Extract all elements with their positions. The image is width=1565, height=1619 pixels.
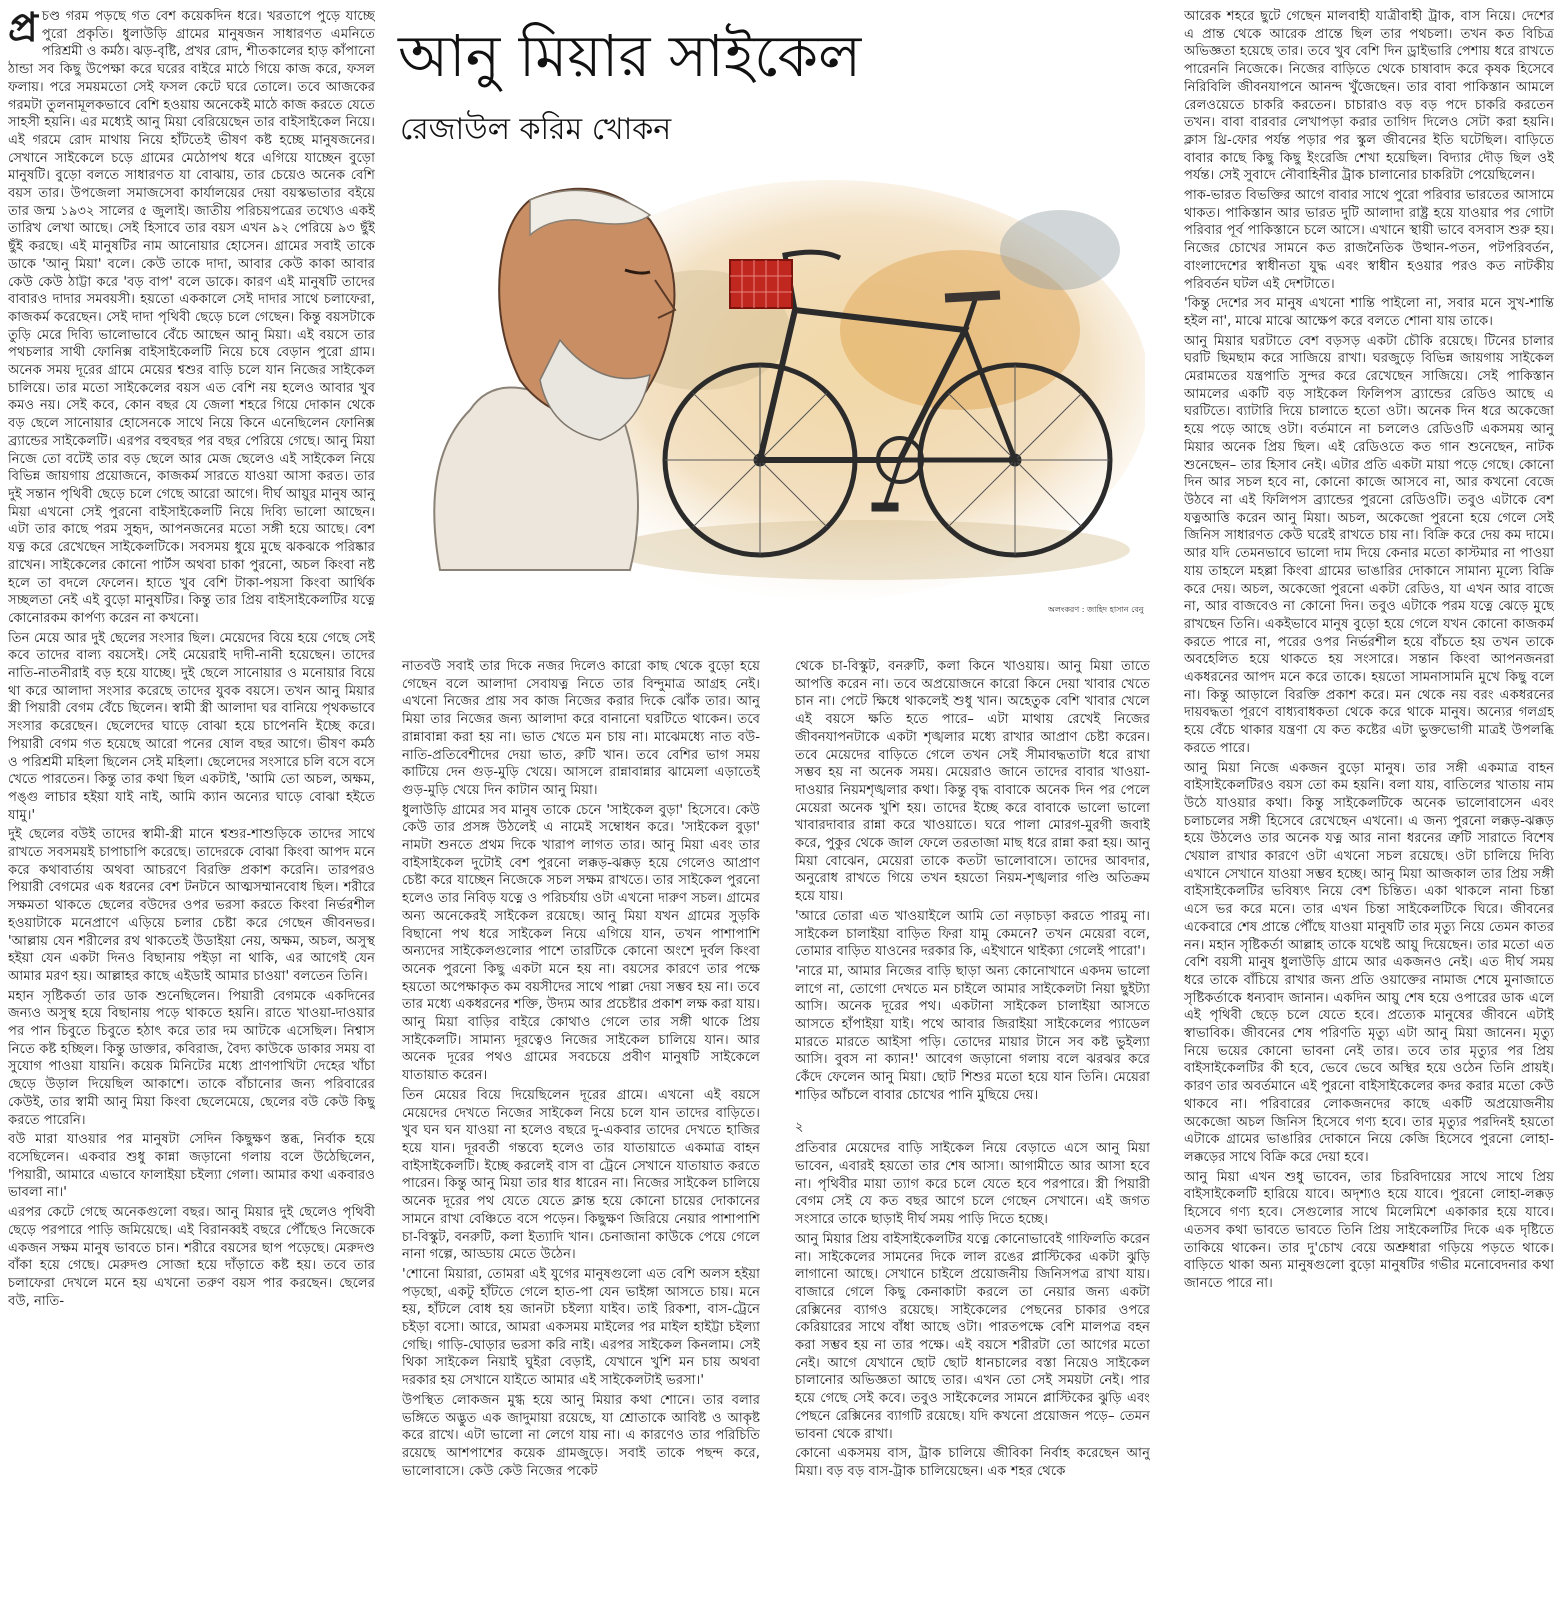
paragraph: নাতবউ সবাই তার দিকে নজর দিলেও কারো কাছ থেকে বুড়ো হয়ে গেছেন বলে আলাদা সেবাযত্ন নিতে তার বিন্দুমাত্র আগ্রহ নেই। এখনো নিজের প্রায় সব কাজ নিজের করার দিকে ঝোঁক তার। আনু মিয়া তার নিজের জন্য আলাদা করে বানানো ঘরটিতে থাকেন। তবে রান্নাবান্না করা হয় না। ভাত খেতে মন চায় না। মাঝেমধ্যে নাত বউ-নাতি-প্রতিবেশীদের দেয়া ভাত, রুটি খান। তবে বেশির ভাগ সময় কাটিয়ে দেন গুড়-মুড়ি খেয়ে। আসলে রান্নাবান্নার ঝামেলা এড়াতেই গুড়-মুড়ি খেয়ে দিন কাটান আনু মিয়া। bbox=[402, 659, 760, 798]
article-author: রেজাউল করিম খোকন bbox=[400, 112, 672, 147]
article-column-1 bbox=[8, 8, 375, 1614]
paragraph: 'শোনো মিয়ারা, তোমরা এই যুগের মানুষগুলো এত বেশি অলস হইয়া পড়ছো, একটু হাঁটতে গেলে হাত-পা যেন ভাইঙ্গা আসতে চায়। মনে হয়, হাঁটলে বোধ হয় জানটা চইল্যা যাইব। তাই রিকশা, বাস-ট্রেনে চইড়া বসো। আরে, আমরা একসময় মাইলের পর মাইল হাইট্টা চইল্যা গেছি। গাড়ি-ঘোড়ার ভরসা করি নাই। এরপর সাইকেল কিনলাম। সেই থিকা সাইকেল নিয়াই ঘুইরা বেড়াই, যেখানে খুশি মন চায় অথবা দরকার হয় সেখানে যাইতে আমার এই সাইকেলটাই ভরসা।' bbox=[402, 1266, 760, 1389]
drop-cap: প্র bbox=[8, 8, 38, 51]
section-number: ২ bbox=[795, 1119, 804, 1135]
paragraph: বউ মারা যাওয়ার পর মানুষটা সেদিন কিছুক্ষণ স্তব্ধ, নির্বাক হয়ে বসেছিলেন। একবার শুধু কান্না জড়ানো গলায় বলে উঠেছিলেন, 'পিয়ারী, আমারে এভাবে ফালাইয়া চইল্যা গেলা। আমার কথা একবারও ভাবলা না।' bbox=[8, 1132, 375, 1201]
paragraph: থেকে চা-বিস্কুট, বনরুটি, কলা কিনে খাওয়ায়। আনু মিয়া তাতে আপত্তি করেন না। তবে অপ্রয়োজনে কারো কিনে দেয়া খাবার খেতে চান না। পেটে ক্ষিধে থাকলেই শুধু খান। অহেতুক বেশি খাবার খেলে এই বয়সে ক্ষতি হতে পারে– এটা মাথায় রেখেই নিজের জীবনযাপনটাকে একটা শৃঙ্খলার মধ্যে রাখার আপ্রাণ চেষ্টা করেন। তবে মেয়েদের বাড়িতে গেলে তখন সেই সীমাবদ্ধতাটা ধরে রাখা সম্ভব হয় না অনেক সময়। মেয়েরাও জানে তাদের বাবার খাওয়া-দাওয়ার নিয়মশৃঙ্খলার কথা। কিন্তু বৃদ্ধ বাবাকে অনেক দিন পর পেলে মেয়েরা অনেক খুশি হয়। তাদের ইচ্ছে করে বাবাকে ভালো ভালো খাবারদাবার রান্না করে খাওয়াতে। ঘরে পালা মোরগ-মুরগী জবাই করে, পুকুর থেকে জাল ফেলে তরতাজা মাছ ধরে রান্না করা হয়। আনু মিয়া বোঝেন, মেয়েরা তাকে কতটা ভালোবাসে। তাদের আবদার, অনুরোধ রাখতে গিয়ে তখন হয়তো নিয়ম-শৃঙ্খলার গণ্ডি অতিক্রম হয়ে যায়। bbox=[795, 659, 1150, 905]
paragraph: আরেক শহরে ছুটে গেছেন মালবাহী যাত্রীবাহী ট্রাক, বাস নিয়ে। দেশের এ প্রান্ত থেকে আরেক প্রান্তে ছিল তার পথচলা। তখন কত বিচিত্র অভিজ্ঞতা হয়েছে তার। তবে খুব বেশি দিন ড্রাইভারি পেশায় ধরে রাখতে পারেননি নিজেকে। নিজের বাড়িতে থেকে চাষাবাদ করে কৃষক হিসেবে নিরিবিলি জীবনযাপনে আনন্দ খুঁজেছেন। তার বাবা পাকিস্তান আমলে রেলওয়েতে চাকরি করতেন। চাচারাও বড় বড় পদে চাকরি করতেন তখন। বাবা বারবার লেখাপড়া করার তাগিদ দিলেও সেটা করা হয়নি। ক্লাস থ্রি-ফোর পর্যন্ত পড়ার পর স্কুল জীবনের ইতি ঘটেছিল। বাড়িতে বাবার কাছে কিছু কিছু ইংরেজি শেখা হয়েছিল। বিদ্যার দৌড় ছিল ওই পর্যন্ত। সেই সুবাদে নৌবাহিনীর ট্রাক চালানোর চাকরিটা পেয়েছিলেন। bbox=[1184, 9, 1554, 184]
article-title: আনু মিয়ার সাইকেল bbox=[398, 22, 862, 90]
paragraph: পাক-ভারত বিভক্তির আগে বাবার সাথে পুরো পরিবার ভারতের আসামে থাকত। পাকিস্তান আর ভারত দুটি আলাদা রাষ্ট্র হয়ে যাওয়ার পর গোটা পরিবার পূর্ব পাকিস্তানে চলে আসে। এখানে স্থায়ী ভাবে বসবাস শুরু হয়। নিজের চোখের সামনে কত রাজনৈতিক উত্থান-পতন, পটপরিবর্তন, বাংলাদেশের স্বাধীনতা যুদ্ধ এবং স্বাধীন হওয়ার পরও কত নাটকীয় পরিবর্তন ঘটল এই দেশটাতে। bbox=[1184, 188, 1554, 292]
paragraph: আনু মিয়ার ঘরটাতে বেশ বড়সড় একটা চৌকি রয়েছে। টিনের চালার ঘরটি ছিমছাম করে সাজিয়ে রাখা। ঘরজুড়ে বিভিন্ন জায়গায় সাইকেল মেরামতের যন্ত্রপাতি সুন্দর করে রেখেছেন সাজিয়ে। সেই পাকিস্তান আমলের একটি বড় সাইকেল ফিলিপস ব্র্যান্ডের রেডিও আছে এ ঘরটিতে। ব্যাটারি দিয়ে চালাতে হতো ওটা। অনেক দিন ধরে অকেজো হয়ে পড়ে আছে ওটা। বর্তমানে না চললেও রেডিওটি একসময় আনু মিয়ার অনেক প্রিয় ছিল। এই রেডিওতে কত গান শুনেছেন, নাটক শুনেছেন– তার হিসাব নেই। এটার প্রতি একটা মায়া পড়ে গেছে। কোনো দিন আর সচল হবে না, কোনো কাজে আসবে না, আর কখনো বেজে উঠবে না এই ফিলিপস ব্র্যান্ডের পুরনো রেডিওটি। তবুও এটাকে বেশ যত্নআত্তি করেন আনু মিয়া। অচল, অকেজো পুরনো হয়ে গেলে সেই জিনিস সাধারণত কেউ ঘরেই রাখতে চায় না। বিক্রি করে দেয় কম দামে। আর যদি তেমনভাবে ভালো দাম দিয়ে কেনার মতো কাস্টমার না পাওয়া যায় তাহলে মহল্লা কিংবা গ্রামের ভাঙারির দোকানে সামান্য মূল্যে বিক্রি করে দেয়। অচল, অকেজো পুরনো একটা রেডিও, যা এখন আর বাজে না, আর বাজবেও না কোনো দিন। তবুও এটাকে পরম যত্নে ঝেড়ে মুছে রাখছেন তিনি। একইভাবে মানুষ বুড়ো হয়ে গেলে যখন কোনো কাজকর্ম করতে পারে না, পরের ওপর নির্ভরশীল হয়ে বাঁচতে হয় তখন তাকে অবহেলিত হয়ে থাকতে হয় সংসারে। সন্তান কিংবা আপনজনরা একধরনের আপদ মনে করে তাকে। হয়তো সামনাসামনি মুখে কিছু বলে না। কিন্তু আড়ালে বিরক্তি প্রকাশ করে। মন থেকে নয় বরং একধরনের দায়বদ্ধতা পূরণে বাধ্যবাধকতা থেকে করে থাকে মানুষ। অন্যের গলগ্রহ হয়ে বেঁচে থাকার যন্ত্রণা যে কত কষ্টের এটা ভুক্তভোগী মাত্রই উপলব্ধি করতে পারে। bbox=[1184, 333, 1554, 756]
paragraph: আনু মিয়া নিজে একজন বুড়ো মানুষ। তার সঙ্গী একমাত্র বাহন বাইসাইকেলটিরও বয়স তো কম হয়নি। বলা যায়, বাতিলের খাতায় নাম উঠে যাওয়ার কথা। কিন্তু সাইকেলটিকে অনেক ভালোবাসেন এবং চলাচলের সঙ্গী হিসেবে রেখেছেন এখনো। এ জন্য পুরনো লক্কড়-ঝক্কড় হয়ে উঠলেও তার অনেক যত্ন আর নানা ধরনের ত্রুটি সারাতে বিশেষ খেয়াল রাখার কারণে ওটা এখনো সচল রয়েছে। ওটা চালিয়ে দিব্যি এখানে সেখানে যাওয়া সম্ভব হচ্ছে। আনু মিয়া আজকাল তার প্রিয় সঙ্গী বাইসাইকেলটির ভবিষ্যৎ নিয়ে বেশ চিন্তিত। একা থাকলে নানা চিন্তা এসে ভর করে মনে। তার এখন চিন্তা সাইকেলটিকে ঘিরে। জীবনের একেবারে শেষ প্রান্তে পৌঁছে যাওয়া মানুষটি তার মৃত্যু নিয়ে তেমন কাতর নন। মহান সৃষ্টিকর্তা আল্লাহ তাকে যথেষ্ট আয়ু দিয়েছেন। তার মতো এত বেশি বয়সী মানুষ ধুলাউড়ি গ্রামে আর একজনও নেই। এত দীর্ঘ সময় ধরে তাকে বাঁচিয়ে রাখার জন্য প্রতি ওয়াক্তের নামাজ শেষে মুনাজাতে সৃষ্টিকর্তাকে ধন্যবাদ জানান। একদিন আয়ু শেষ হয়ে ওপারের ডাক এলে এই পৃথিবী ছেড়ে চলে যেতে হবে। প্রত্যেক মানুষের জীবনে এটাই স্বাভাবিক। জীবনের শেষ পরিণতি মৃত্যু এটা আনু মিয়া জানেন। মৃত্যু নিয়ে ভয়ের কোনো ভাবনা নেই তার। তবে তার মৃত্যুর পর প্রিয় বাইসাইকেলটির কী হবে, ভেবে ভেবে অস্থির হয়ে ওঠেন তিনি প্রায়ই। কারণ তার অবর্তমানে এই পুরনো বাইসাইকেলের কদর করার মতো কেউ থাকবে না। পরিবারের লোকজনদের কাছে একটি অপ্রয়োজনীয় অকেজো অচল জিনিস হিসেবে গণ্য হবে। তার মৃত্যুর পরদিনই হয়তো এটাকে গ্রামের ভাঙারির দোকানে নিয়ে কেজি হিসেবে পুরনো লোহা-লক্কড়ের সাথে বিক্রি করে দেয়া হবে। bbox=[1184, 760, 1554, 1165]
paragraph: এরপর কেটে গেছে অনেকগুলো বছর। আনু মিয়ার দুই ছেলেও পৃথিবী ছেড়ে পরপারে পাড়ি জমিয়েছে। এই বিরানব্বই বছরে পৌঁছেও নিজেকে একজন সক্ষম মানুষ ভাবতে চান। শরীরে বয়সের ছাপ পড়েছে। মেরুদণ্ড বাঁকা হয়ে গেছে। মেরুদণ্ড সোজা হয়ে দাঁড়াতে কষ্ট হয়। তবে তার চলাফেরা দেখলে মনে হয় এখনো তরুণ বয়স পার করছেন। ছেলের বউ, নাতি- bbox=[8, 1205, 375, 1309]
illustration bbox=[400, 160, 1145, 630]
bicycle-old-man-illustration bbox=[400, 160, 1145, 630]
article-column-3 bbox=[795, 658, 1150, 1613]
paragraph: 'কিন্তু দেশের সব মানুষ এখনো শান্তি পাইলো না, সবার মনে সুখ-শান্তি হইল না', মাঝে মাঝে আক্ষেপ করে বলতে শোনা যায় তাকে। bbox=[1184, 296, 1554, 329]
paragraph: দুই ছেলের বউই তাদের স্বামী-স্ত্রী মানে শ্বশুর-শাশুড়িকে তাদের সাথে রাখতে সবসময়ই চাপাচাপি করেছে। তাদেরকে বোঝা কিংবা আপদ মনে করে কথাবার্তায় অথবা আচরণে বিরক্তি প্রকাশ করেনি। তারপরও পিয়ারী বেগমের এক ধরনের বেশ টনটনে আত্মসম্মানবোধ ছিল। শরীরে সক্ষমতা থাকতে ছেলের বউদের ওপর ভরসা করতে কিংবা নির্ভরশীল হওয়াটাকে মনেপ্রাণে এড়িয়ে চলার চেষ্টা করে গেছেন জীবনভর। 'আল্লায় যেন শরীলের রথ থাকতেই উডাইয়া নেয়, অক্ষম, অচল, অসুস্থ হইয়া যেন একটা দিনও বিছানায় পইড়া না থাকি, এর আগেই যেন আমার মরণ হয়। আল্লাহর কাছে এইডাই আমার চাওয়া' বলতেন তিনি। bbox=[8, 827, 375, 984]
illustration-credit: অলংকরণ : জাহিদ হাসান বেনু bbox=[1048, 605, 1144, 614]
paragraph: 'নারে মা, আমার নিজের বাড়ি ছাড়া অন্য কোনোখানে একদম ভালো লাগে না, তোগো দেখতে মন চাইলে আমার সাইকেলটা নিয়া ছুইট্যা আসি। অনেক দূরের পথ। একটানা সাইকেল চালাইয়া আসতে আসতে হাঁপাইয়া যাই। পথে আবার জিরাইয়া সাইকেলের প্যাডেল মারতে মারতে আইসা পড়ি। তোদের মায়ার টানে সব কষ্ট ভুইল্যা আসি। বুবস না ক্যান!' আবেগ জড়ানো গলায় বলে ঝরঝর করে কেঁদে ফেলেন আনু মিয়া। ছোট শিশুর মতো হয়ে যান তিনি। মেয়েরা শাড়ির আঁচলে বাবার চোখের পানি মুছিয়ে দেয়। bbox=[795, 963, 1150, 1103]
paragraph: তিন মেয়ের বিয়ে দিয়েছিলেন দূরের গ্রামে। এখনো এই বয়সে মেয়েদের দেখতে নিজের সাইকেল নিয়ে চলে যান তাদের বাড়িতে। খুব ঘন ঘন যাওয়া না হলেও বছরে দু-একবার তাদের দেখতে হাজির হয়ে যান। দূরবর্তী গন্তব্যে হলেও তার যাতায়াতে একমাত্র বাহন বাইসাইকেলটি। ইচ্ছে করলেই বাস বা ট্রেনে সেখানে যাতায়াত করতে পারেন। কিন্তু আনু মিয়া তার ধার ধারেন না। নিজের সাইকেল চালিয়ে অনেক দূরের পথ যেতে যেতে ক্লান্ত হয়ে কোনো চায়ের দোকানের সামনে রাখা বেঞ্চিতে বসে পড়েন। কিছুক্ষণ জিরিয়ে নেয়ার পাশাপাশি চা-বিস্কুট, বনরুটি, কলা ইত্যাদি খান। চেনাজানা কাউকে পেয়ে গেলে নানা গল্পে, আড্ডায় মেতে উঠেন। bbox=[402, 1087, 760, 1263]
paragraph: তিন মেয়ে আর দুই ছেলের সংসার ছিল। মেয়েদের বিয়ে হয়ে গেছে সেই কবে তাদের বাল্য বয়সেই। সেই মেয়েরাই দাদী-নানী হয়েছেন। তাদের নাতি-নাতনীরাই বড় হয়ে যাচ্ছে। দুই ছেলে সানোয়ার ও মনোয়ার বিয়ে থা করে আলাদা সংসার করেছে তাদের যুবক বয়সে। তখন আনু মিয়ার স্ত্রী পিয়ারী বেগম বেঁচে ছিলেন। স্বামী স্ত্রী আলাদা ঘর বানিয়ে পৃথকভাবে সংসার করেছেন। ছেলেদের ঘাড়ে বোঝা হয়ে চাপেননি ইচ্ছে করে। পিয়ারী বেগম গত হয়েছে আরো পনের ষোল বছর আগে। ভীষণ কর্মঠ ও পরিশ্রমী মহিলা ছিলেন সেই মহিলা। ছেলেদের সংসারে চলি বসে বসে খেতে পারতেন। কিন্তু তার কথা ছিল একটাই, 'আমি তো অচল, অক্ষম, পঙ্গু লাচার হইয়া যাই নাই, আমি ক্যান অন্যের ঘাড়ে বোঝা হইতে যামু।' bbox=[8, 630, 375, 823]
paragraph: আনু মিয়া এখন শুধু ভাবেন, তার চিরবিদায়ের সাথে সাথে প্রিয় বাইসাইকেলটি হারিয়ে যাবে। অদৃশ্যও হয়ে যাবে। পুরনো লোহা-লক্কড় হিসেবে গণ্য হবে। সেগুলোর সাথে মিলেমিশে একাকার হয়ে যাবে। এতসব কথা ভাবতে ভাবতে তিনি প্রিয় সাইকেলটির দিকে এক দৃষ্টিতে তাকিয়ে থাকেন। তার দু'চোখ বেয়ে অশ্রুধারা গড়িয়ে পড়তে থাকে। বাড়িতে থাকা অন্য মানুষগুলো বুড়ো মানুষটির গভীর মনোবেদনার কথা জানতে পারে না। bbox=[1184, 1169, 1554, 1291]
old-man-figure bbox=[434, 189, 675, 570]
red-basket bbox=[730, 260, 792, 308]
paragraph: আনু মিয়ার প্রিয় বাইসাইকেলটির যত্নে কোনোভাবেই গাফিলতি করেন না। সাইকেলের সামনের দিকে লাল রঙের প্লাস্টিকের একটা ঝুড়ি লাগানো আছে। সেখানে চাইলে প্রয়োজনীয় জিনিসপত্র রাখা যায়। বাজারে গেলে কিছু কেনাকাটা করলে তা নেয়ার জন্য একটা রেক্সিনের ব্যাগও রয়েছে। সাইকেলের পেছনের চাকার ওপরে কেরিয়ারের সাথে বাঁধা আছে ওটা। পারতপক্ষে বেশি মালপত্র বহন করা সম্ভব হয় না তার পক্ষে। এই বয়সে শরীরটা তো আগের মতো নেই। আগে যেখানে ছোট ছোট ধানচালের বস্তা নিয়েও সাইকেল চালানোর অভিজ্ঞতা আছে তার। এখন তো সেই সময়টা নেই। পার হয়ে গেছে সেই কবে। তবুও সাইকেলের সামনে প্লাস্টিকের ঝুড়ি এবং পেছনে রেক্সিনের ব্যাগটি রয়েছে। যদি কখনো প্রয়োজন পড়ে– তেমন ভাবনা থেকে রাখা। bbox=[795, 1231, 1150, 1442]
article-column-4 bbox=[1184, 8, 1554, 1614]
paragraph: প্র চণ্ড গরম পড়ছে গত বেশ কয়েকদিন ধরে। খরতাপে পুড়ে যাচ্ছে পুরো প্রকৃতি। ধুলাউড়ি গ্রামের মানুষজন সাধারণত এমনিতে পরিশ্রমী ও কর্মঠ। ঝড়-বৃষ্টি, প্রখর রোদ, শীতকালের হাড় কাঁপানো ঠান্ডা সব কিছু উপেক্ষা করে ঘরের বাইরে মাঠে গিয়ে কাজ করে, ফসল ফলায়। পরে সময়মতো সেই ফসল কেটে ঘরে তোলে। তবে আজকের গরমটা তুলনামূলকভাবে বেশি হওয়ায় অনেকেই মাঠে কাজ করতে যেতে সাহসী হয়নি। এর মধ্যেই আনু মিয়া বেরিয়েছেন তার বাইসাইকেল নিয়ে। এই গরমে রোদ মাথায় নিয়ে হাঁটতেই ভীষণ কষ্ট হচ্ছে মানুষজনের। সেখানে সাইকেলে চড়ে গ্রামের মেঠোপথ ধরে এগিয়ে যাচ্ছেন বুড়ো মানুষটি। বুড়ো বলতে সাধারণত যা বোঝায়, তার চেয়েও অনেক বেশি বয়স তার। উপজেলা সমাজসেবা কার্যালয়ের দেয়া বয়স্কভাতার বইয়ে তার জন্ম ১৯৩২ সালের ৫ জুলাই। জাতীয় পরিচয়পত্রের তথ্যেও একই তারিখ লেখা আছে। সেই হিসাবে তার বয়স এখন ৯২ পেরিয়ে ৯৩ ছুঁই ছুঁই করছে। এই মানুষটির নাম আনোয়ার হোসেন। গ্রামের সবাই তাকে ডাকে 'আনু মিয়া' বলে। কেউ তাকে দাদা, আবার কেউ কাকা আবার কেউ কেউ ঠাট্টা করে 'বড় বাপ' বলে ডাকে। কারণ এই মানুষটি তাদের বাবারও দাদার সমবয়সী। হয়তো এককালে সেই দাদার সাথে চলাফেরা, কাজকর্ম করেছেন। সেই দাদা পৃথিবী ছেড়ে চলে গেছেন। কিন্তু বয়সটাকে তুড়ি মেরে দিব্যি ভালোভাবে বেঁচে আছেন আনু মিয়া। এই বয়সে তার পথচলার সাথী ফোনিক্স বাইসাইকেলটি নিয়ে চষে বেড়ান পুরো গ্রাম। অনেক সময় দূরের গ্রামে মেয়ের শ্বশুর বাড়ি চলে যান নিজের সাইকেল চালিয়ে। তার মতো সাইকেলের বয়স এত বেশি নয় হলেও আবার খুব কমও নয়। সেই কবে, কোন বছর যে জেলা শহরে গিয়ে দোকান থেকে বড় ছেলে সানোয়ার হোসেনকে সাথে নিয়ে কিনে এনেছিলেন ফোনিক্স ব্র্যান্ডের সাইকেলটি। এরপর বহুবছর পর বছর পেরিয়ে গেছে। আনু মিয়া নিজে তো বটেই তার বড় ছেলে আর মেজ ছেলেও এই সাইকেল নিয়ে বিভিন্ন জায়গায় প্রয়োজনে, কাজকর্ম সারতে যাওয়া আসা করত। তার দুই সন্তান পৃথিবী ছেড়ে চলে গেছে আরো আগে। দীর্ঘ আয়ুর মানুষ আনু মিয়া এখনো সেই পুরনো বাইসাইকেলটি নিয়ে দিব্যি ভালো আছেন। এটা তার কাছে পরম সুহৃদ, আপনজনের মতো সঙ্গী হয়ে আছে। বেশ যত্ন করে রেখেছেন সাইকেলটিকে। সবসময় ধুয়ে মুছে ঝকঝকে পরিষ্কার রাখেন। সাইকেলের কোনো পার্টস অথবা চাকা পুরনো, অচল কিংবা নষ্ট হলে তা বদলে ফেলেন। হাতে খুব বেশি টাকা-পয়সা কিংবা আর্থিক সচ্ছলতা নেই এই বুড়ো মানুষটির। কিন্তু তার প্রিয় বাইসাইকেলটির যত্নে কোনোরকম কার্পণ্য করেন না কখনো। bbox=[8, 8, 375, 626]
paragraph: কোনো একসময় বাস, ট্রাক চালিয়ে জীবিকা নির্বাহ করেছেন আনু মিয়া। বড় বড় বাস-ট্রাক চালিয়েছেন। এক শহর থেকে bbox=[795, 1446, 1150, 1479]
paragraph: ধুলাউড়ি গ্রামের সব মানুষ তাকে চেনে 'সাইকেল বুড়া' হিসেবে। কেউ কেউ তার প্রসঙ্গ উঠলেই এ নামেই সম্বোধন করে। 'সাইকেল বুড়া' নামটা শুনতে প্রথম দিকে খারাপ লাগত তার। আনু মিয়া এবং তার বাইসাইকেল দুটোই বেশ পুরনো লক্কড়-ঝক্কড় হয়ে গেলেও আপ্রাণ চেষ্টা করে যাচ্ছেন নিজেকে সচল সক্ষম রাখতে। তার সাইকেল পুরনো হলেও তার নিবিড় যত্নে ও পরিচর্যায় ওটা এখনো দারুণ সচল। গ্রামের অন্য অনেকেরই সাইকেল রয়েছে। আনু মিয়া যখন গ্রামের সুড়কি বিছানো পথ ধরে সাইকেল নিয়ে এগিয়ে যান, তখন পাশাপাশি অন্যদের সাইকেলগুলোর পাশে তারটিকে কোনো অংশে দুর্বল কিংবা অনেক পুরনো কিছু একটা মনে হয় না। বয়সের কারণে তার পক্ষে হয়তো অপেক্ষাকৃত কম বয়সীদের সাথে পাল্লা দেয়া সম্ভব হয় না। তবে তার মধ্যে একধরনের শক্তি, উদ্যম আর প্রচেষ্টার প্রকাশ লক্ষ করা যায়। আনু মিয়া বাড়ির বাইরে কোথাও গেলে তার সঙ্গী থাকে প্রিয় সাইকেলটি। সামান্য দূরত্বেও নিজের সাইকেল চালিয়ে যান। আর অনেক দূরের পথও গ্রামের সবচেয়ে প্রবীণ মানুষটি সাইকেলে যাতায়াত করেন। bbox=[402, 802, 760, 1084]
paragraph: 'আরে তোরা এত খাওয়াইলে আমি তো নড়াচড়া করতে পারমু না। সাইকেল চালাইয়া বাড়িত ফিরা যামু কেমনে? তখন মেয়েরা বলে, তোমার বাড়িত যাওনের দরকার কি, এইখানে থাইক্যা গেলেই পারো'। bbox=[795, 908, 1150, 960]
article-column-2 bbox=[402, 658, 760, 1613]
paragraph: প্রতিবার মেয়েদের বাড়ি সাইকেল নিয়ে বেড়াতে এসে আনু মিয়া ভাবেন, এবারই হয়তো তার শেষ আসা। আগামীতে আর আসা হবে না। পৃথিবীর মায়া ত্যাগ করে চলে যেতে হবে পরপারে। স্ত্রী পিয়ারী বেগম সেই যে কত বছর আগে চলে গেছেন সেখানে। এই জগত সংসারে তাকে ছাড়াই দীর্ঘ সময় পাড়ি দিতে হচ্ছে। bbox=[795, 1141, 1150, 1228]
paragraph: মহান সৃষ্টিকর্তা তার ডাক শুনেছিলেন। পিয়ারী বেগমকে একদিনের জন্যও অসুস্থ হয়ে বিছানায় পড়ে থাকতে হয়নি। রাতে খাওয়া-দাওয়ার পর পান চিবুতে চিবুতে হঠাৎ করে তার দম আটকে এসেছিল। নিশ্বাস নিতে কষ্ট হচ্ছিল। কিন্তু ডাক্তার, কবিরাজ, বৈদ্য কাউকে ডাকার সময় বা সুযোগ পাওয়া যায়নি। কয়েক মিনিটের মধ্যে প্রাণপাখিটা দেহের খাঁচা ছেড়ে উড়াল দিয়েছিল আকাশে। তাকে বাঁচানোর জন্য পরিবারের কেউই, তার স্বামী আনু মিয়া কিংবা ছেলেমেয়ে, ছেলের বউ কেউ কিছু করতে পারেনি। bbox=[8, 988, 375, 1128]
paragraph: উপস্থিত লোকজন মুগ্ধ হয়ে আনু মিয়ার কথা শোনে। তার বলার ভঙ্গিতে অদ্ভুত এক জাদুমায়া রয়েছে, যা শ্রোতাকে আবিষ্ট ও আকৃষ্ট করে রাখে। এটা ভালো না লেগে যায় না। এ কারণেও তার পরিচিতি রয়েছে আশপাশের কয়েক গ্রামজুড়ে। সবাই তাকে পছন্দ করে, ভালোবাসে। কেউ কেউ নিজের পকেট bbox=[402, 1392, 760, 1479]
